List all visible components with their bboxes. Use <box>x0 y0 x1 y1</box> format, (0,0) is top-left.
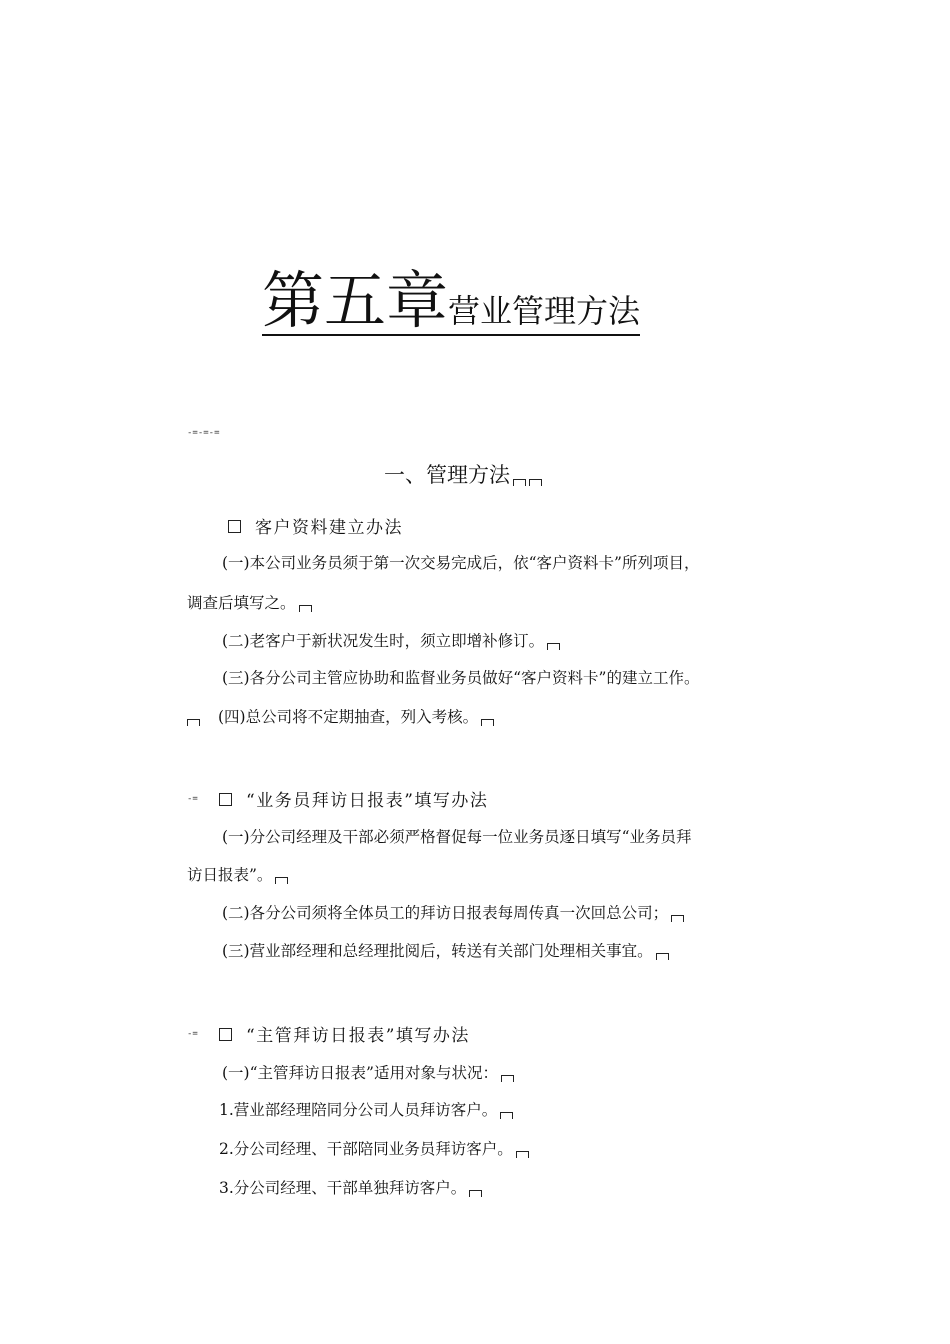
return-mark-icon <box>187 719 200 726</box>
section-heading-text: 一、管理方法 <box>384 463 510 487</box>
subsection-title <box>219 786 488 811</box>
chapter-number: 第五章 <box>262 264 449 337</box>
paragraph <box>219 1103 513 1119</box>
subsection-title-text: “业务员拜访日报表”填写办法 <box>246 791 489 811</box>
subsection-title-text: “主管拜访日报表”填写办法 <box>246 1026 470 1046</box>
return-mark-icon <box>671 915 684 922</box>
subsection-title-text: 客户资料建立办法 <box>255 518 403 538</box>
paragraph-text: 1.营业部经理陪同分公司人员拜访客户。 <box>219 1101 498 1119</box>
paragraph-text: (二)各分公司须将全体员工的拜访日报表每周传真一次回总公司； <box>222 904 669 922</box>
return-mark-icon <box>501 1075 514 1082</box>
chapter-title <box>262 264 641 337</box>
subsection-title <box>228 513 403 538</box>
return-mark-icon <box>469 1190 482 1197</box>
paragraph <box>187 596 312 612</box>
paragraph-text: (四)总公司将不定期抽查，列入考核。 <box>218 708 479 726</box>
return-mark-icon <box>529 479 542 486</box>
return-mark-icon <box>513 479 526 486</box>
section-marker: -= <box>187 794 198 804</box>
return-mark-icon <box>481 719 494 726</box>
paragraph-text: 2.分公司经理、干部陪同业务员拜访客户。 <box>219 1140 513 1158</box>
paragraph <box>222 1066 514 1082</box>
paragraph <box>219 1142 529 1158</box>
paragraph <box>222 634 560 650</box>
paragraph-text: 3.分公司经理、干部单独拜访客户。 <box>219 1179 467 1197</box>
checkbox-square-icon <box>219 1028 232 1041</box>
paragraph-text: (三)营业部经理和总经理批阅后，转送有关部门处理相关事宜。 <box>222 942 653 960</box>
top-marker: -=-=-= <box>187 428 220 438</box>
paragraph-text: 调查后填写之。 <box>187 594 296 612</box>
chapter-name: 营业管理方法 <box>448 292 641 330</box>
return-mark-icon <box>500 1112 513 1119</box>
subsection-title <box>219 1021 470 1046</box>
return-mark-icon <box>656 953 669 960</box>
return-mark-icon <box>275 877 288 884</box>
paragraph <box>187 868 288 884</box>
paragraph-text: (二)老客户于新状况发生时，须立即增补修订。 <box>222 632 545 650</box>
paragraph <box>187 710 494 726</box>
paragraph <box>219 1181 482 1197</box>
paragraph <box>222 906 684 922</box>
return-mark-icon <box>299 605 312 612</box>
paragraph: (一)本公司业务员须于第一次交易完成后，依“客户资料卡”所列项目， <box>222 554 700 572</box>
paragraph: (一)分公司经理及干部必须严格督促每一位业务员逐日填写“业务员拜 <box>222 828 692 846</box>
return-mark-icon <box>516 1151 529 1158</box>
section-marker: -= <box>187 1029 198 1039</box>
checkbox-square-icon <box>219 793 232 806</box>
paragraph: (三)各分公司主管应协助和监督业务员做好“客户资料卡”的建立工作。 <box>222 669 700 687</box>
paragraph-text: 访日报表”。 <box>187 866 273 884</box>
paragraph <box>222 944 669 960</box>
checkbox-square-icon <box>228 520 241 533</box>
paragraph-text: (一)“主管拜访日报表”适用对象与状况： <box>222 1064 498 1082</box>
section-heading <box>384 459 542 489</box>
return-mark-icon <box>547 643 560 650</box>
